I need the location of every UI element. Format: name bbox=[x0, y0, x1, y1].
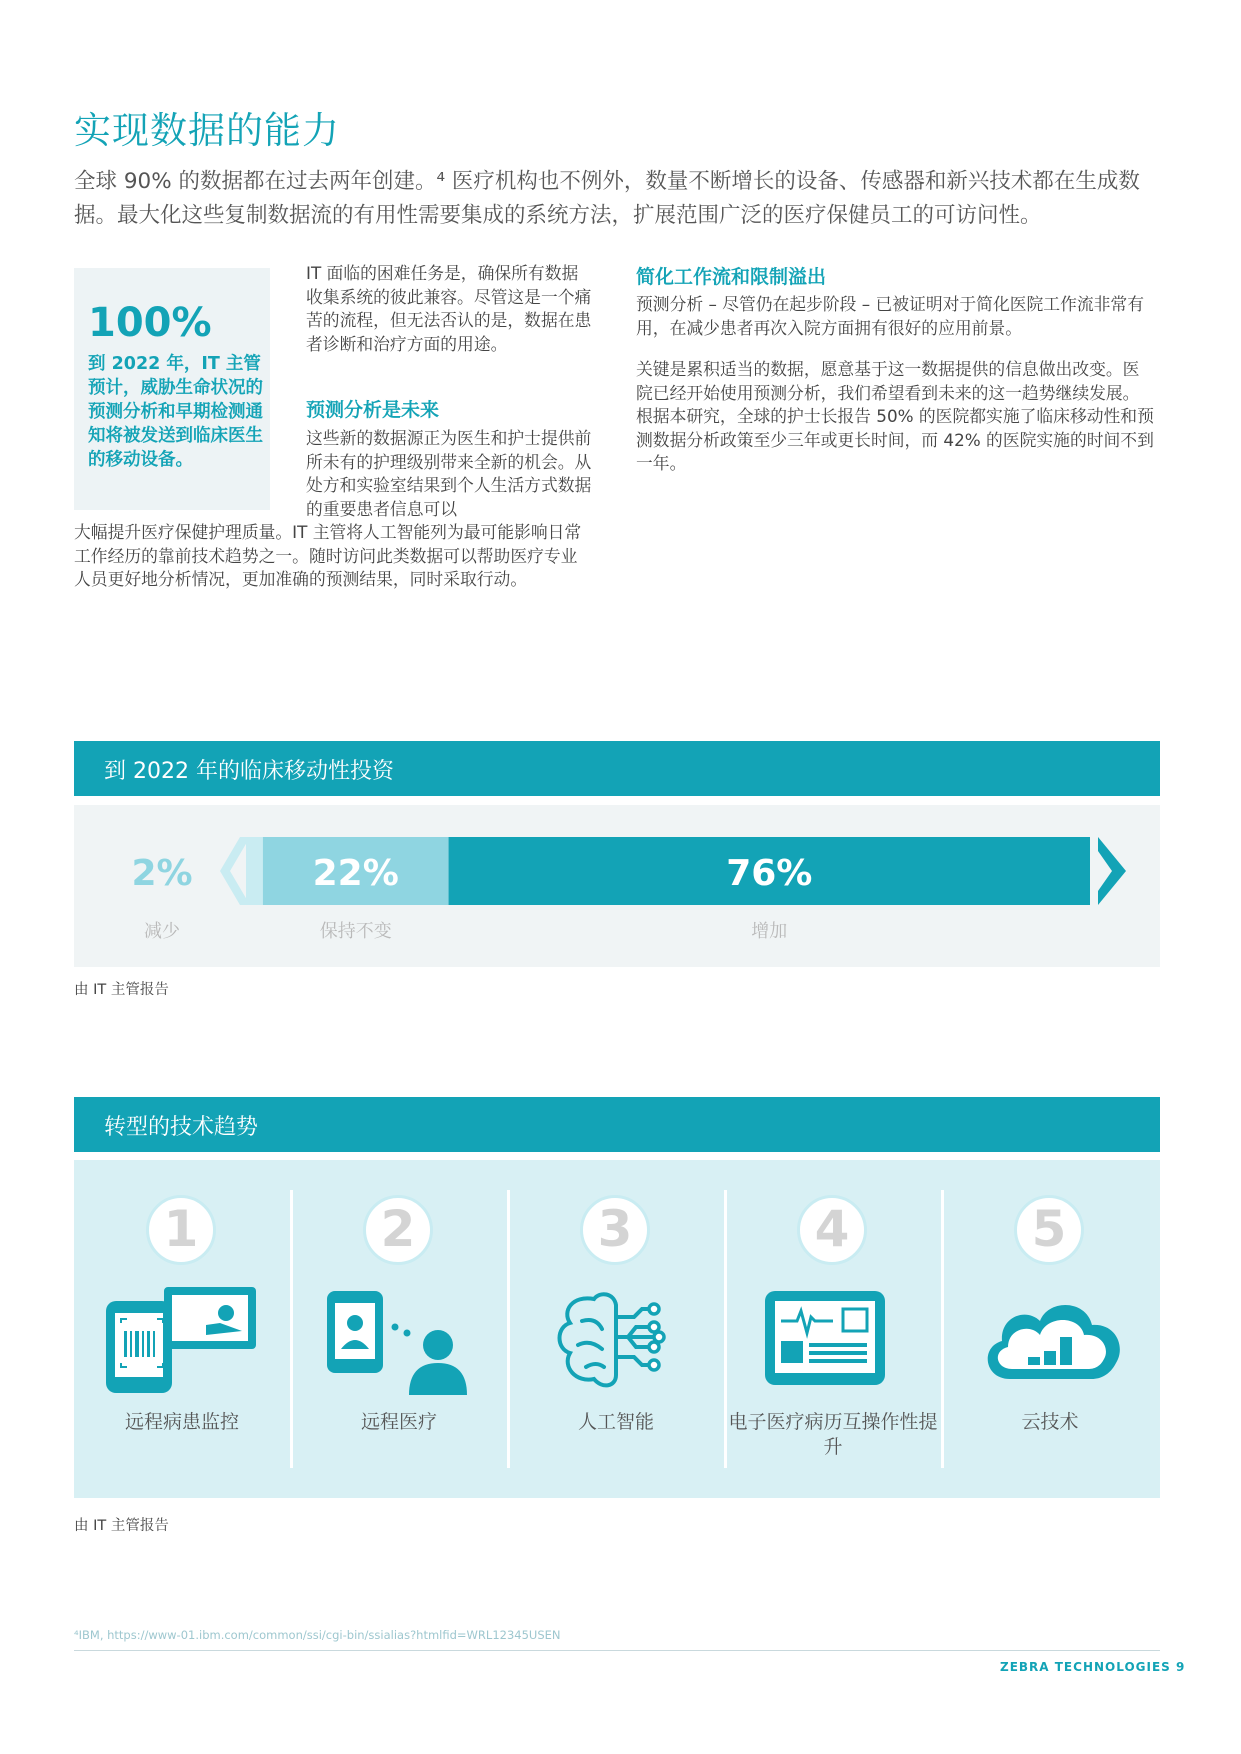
trend-item-1 bbox=[74, 1195, 290, 1465]
trend-item-2 bbox=[291, 1195, 507, 1465]
category-label-0: 减少 bbox=[144, 921, 180, 942]
investment-header-title: 到 2022 年的临床移动性投资 bbox=[104, 759, 394, 784]
investment-panel bbox=[74, 805, 1160, 967]
col2-heading: 预测分析是未来 bbox=[306, 399, 440, 421]
trend-number-badge: 1 bbox=[146, 1195, 216, 1265]
value-label-2: 76% bbox=[726, 853, 813, 894]
trends-panel bbox=[74, 1160, 1160, 1498]
telehealth-icon bbox=[319, 1287, 479, 1397]
trend-label: 云技术 bbox=[1021, 1411, 1079, 1433]
callout-text: 到 2022 年，IT 主管预计，威胁生命状况的预测分析和早期检测通知将被发送到临床医生的移动设备。 bbox=[88, 354, 263, 470]
trend-number-badge: 2 bbox=[363, 1195, 433, 1265]
category-label-1: 保持不变 bbox=[319, 921, 392, 942]
footer-brand bbox=[1000, 1660, 1185, 1674]
trend-label: 人工智能 bbox=[577, 1411, 654, 1433]
trend-label: 电子医疗病历互操作性提升 bbox=[728, 1411, 938, 1458]
page-title: 实现数据的能力 bbox=[74, 109, 340, 152]
trend-item-3 bbox=[508, 1195, 724, 1465]
col2-paragraph-2-continued: 大幅提升医疗保健护理质量。IT 主管将人工智能列为最可能影响日常工作经历的靠前技术趋势之一。随时访问此类数据可以帮助医疗专业人员更好地分析情况，更加准确的预测结果，同时采取行动。 bbox=[74, 522, 582, 589]
col3-paragraph-1: 预测分析 – 尽管仍在起步阶段 – 已被证明对于简化医院工作流非常有用，在减少患者再次入院方面拥有很好的应用前景。 bbox=[636, 294, 1144, 338]
value-label-0: 2% bbox=[131, 853, 193, 894]
col3-paragraph-2: 关键是累积适当的数据，愿意基于这一数据提供的信息做出改变。医院已经开始使用预测分析，我们希望看到未来的这一趋势继续发展。根据本研究，全球的护士长报告 50% 的医院都实施了临床移动性和预测数据分析政策至少三年或更长时间，而 42% 的医院实施的时间不到一年。 bbox=[636, 359, 1154, 473]
trend-item-5 bbox=[942, 1195, 1158, 1465]
trend-item-4 bbox=[725, 1195, 941, 1465]
trends-header bbox=[74, 1097, 1160, 1152]
category-label-2: 增加 bbox=[751, 921, 788, 942]
trend-number-badge: 4 bbox=[797, 1195, 867, 1265]
trend-number-badge: 3 bbox=[580, 1195, 650, 1265]
col2-paragraph-1: IT 面临的困难任务是，确保所有数据收集系统的彼此兼容。尽管这是一个痛苦的流程，但无法否认的是，数据在患者诊断和治疗方面的用途。 bbox=[306, 263, 592, 354]
ai-brain-icon bbox=[536, 1287, 696, 1397]
trend-number-badge: 5 bbox=[1014, 1195, 1084, 1265]
col3-heading: 简化工作流和限制溢出 bbox=[636, 266, 827, 288]
value-label-1: 22% bbox=[312, 853, 399, 894]
investment-source: 由 IT 主管报告 bbox=[74, 982, 169, 998]
brand-name: ZEBRA TECHNOLOGIES bbox=[1000, 1660, 1171, 1674]
page-number: 9 bbox=[1176, 1660, 1186, 1674]
investment-bar-chart bbox=[74, 805, 1160, 967]
footer-divider bbox=[74, 1650, 1160, 1651]
decrease-arrow-icon bbox=[220, 837, 250, 905]
increase-arrow-icon bbox=[1098, 837, 1126, 905]
bar-segment-0 bbox=[246, 837, 263, 905]
intro-paragraph: 全球 90% 的数据都在过去两年创建。⁴ 医疗机构也不例外，数量不断增长的设备、传感器和新兴技术都在生成数据。最大化这些复制数据流的有用性需要集成的系统方法，扩展范围广泛的医疗保健员工的可访问性。 bbox=[74, 169, 1140, 228]
col2-paragraph-2: 这些新的数据源正为医生和护士提供前所未有的护理级别带来全新的机会。从处方和实验室结果到个人生活方式数据的重要患者信息可以 bbox=[306, 428, 592, 519]
investment-header bbox=[74, 741, 1160, 796]
ehr-monitor-icon bbox=[753, 1287, 913, 1397]
stat-callout bbox=[74, 268, 270, 510]
remote-patient-monitoring-icon bbox=[102, 1287, 262, 1397]
cloud-icon bbox=[970, 1287, 1130, 1397]
trends-header-title: 转型的技术趋势 bbox=[104, 1115, 259, 1140]
trends-source: 由 IT 主管报告 bbox=[74, 1518, 169, 1534]
trend-label: 远程医疗 bbox=[360, 1411, 437, 1433]
callout-stat: 100% bbox=[88, 300, 212, 346]
footnote: ⁴IBM, https://www-01.ibm.com/common/ssi/cgi-bin/ssialias?htmlfid=WRL12345USEN bbox=[74, 1628, 561, 1642]
trend-label: 远程病患监控 bbox=[124, 1411, 239, 1433]
